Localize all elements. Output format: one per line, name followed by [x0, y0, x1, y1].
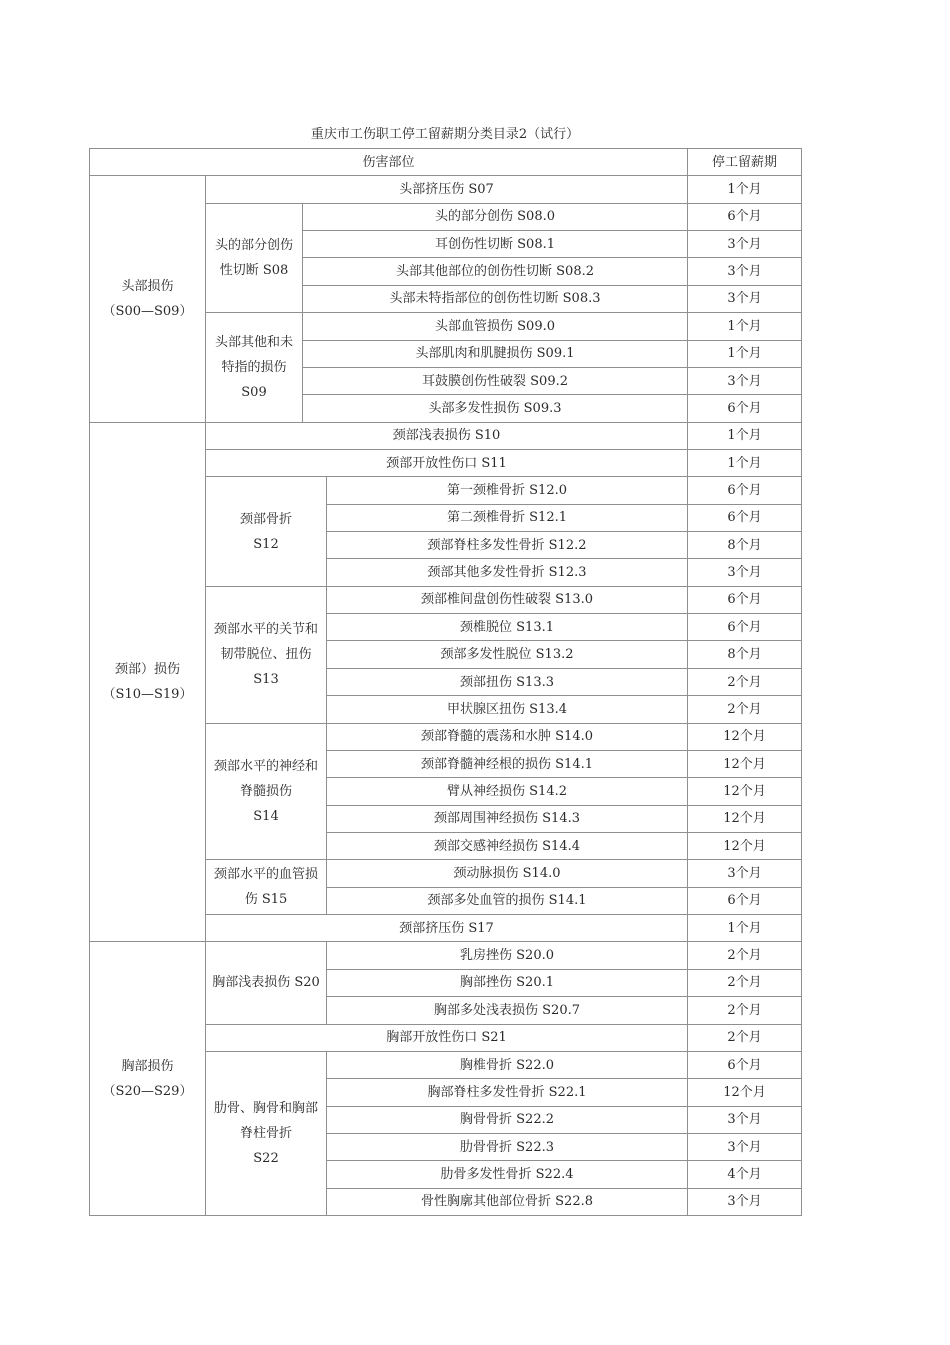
- subgroup-s20: 胸部浅表损伤 S20: [206, 942, 327, 1024]
- group-head-injury: 头部损伤 （S00—S09）: [90, 176, 206, 422]
- leave-period: 12个月: [688, 832, 802, 859]
- subgroup-s15: 颈部水平的血管损 伤 S15: [206, 860, 327, 915]
- injury-item: 头部其他部位的创伤性切断 S08.2: [303, 258, 688, 285]
- leave-period: 1个月: [688, 449, 802, 476]
- injury-item: 颈部开放性伤口 S11: [206, 449, 688, 476]
- table-row: [90, 422, 802, 449]
- leave-period: 6个月: [688, 614, 802, 641]
- injury-item: 头的部分创伤 S08.0: [303, 203, 688, 230]
- leave-period: 1个月: [688, 915, 802, 942]
- injury-item: 颈椎脱位 S13.1: [327, 614, 688, 641]
- leave-period: 6个月: [688, 395, 802, 422]
- leave-period: 12个月: [688, 723, 802, 750]
- injury-item: 骨性胸廓其他部位骨折 S22.8: [327, 1188, 688, 1215]
- injury-item: 颈部交感神经损伤 S14.4: [327, 832, 688, 859]
- injury-item: 胸部脊柱多发性骨折 S22.1: [327, 1079, 688, 1106]
- injury-item: 头部多发性损伤 S09.3: [303, 395, 688, 422]
- injury-item: 胸椎骨折 S22.0: [327, 1051, 688, 1078]
- group-chest-injury: 胸部损伤 （S20—S29）: [90, 942, 206, 1216]
- leave-period: 2个月: [688, 942, 802, 969]
- subgroup-s14: 颈部水平的神经和 脊髓损伤 S14: [206, 723, 327, 860]
- leave-period: 2个月: [688, 969, 802, 996]
- injury-item: 胸部多处浅表损伤 S20.7: [327, 997, 688, 1024]
- subgroup-s13: 颈部水平的关节和 韧带脱位、扭伤 S13: [206, 586, 327, 723]
- leave-period: 6个月: [688, 1051, 802, 1078]
- leave-period: 3个月: [688, 860, 802, 887]
- leave-period: 3个月: [688, 231, 802, 258]
- header-leave-period: 停工留薪期: [688, 149, 802, 176]
- injury-item: 颈部其他多发性骨折 S12.3: [327, 559, 688, 586]
- document-title: 重庆市工伤职工停工留薪期分类目录2（试行）: [310, 127, 580, 142]
- injury-item: 头部未特指部位的创伤性切断 S08.3: [303, 285, 688, 312]
- leave-period: 2个月: [688, 1024, 802, 1051]
- leave-period: 1个月: [688, 176, 802, 203]
- leave-period: 2个月: [688, 696, 802, 723]
- subgroup-s08: 头的部分创伤 性切断 S08: [206, 203, 303, 312]
- leave-period: 2个月: [688, 997, 802, 1024]
- leave-period: 3个月: [688, 559, 802, 586]
- injury-item: 肋骨多发性骨折 S22.4: [327, 1161, 688, 1188]
- leave-period: 12个月: [688, 778, 802, 805]
- injury-item: 颈部脊髓的震荡和水肿 S14.0: [327, 723, 688, 750]
- leave-period: 3个月: [688, 258, 802, 285]
- leave-period: 8个月: [688, 641, 802, 668]
- injury-item: 颈部脊柱多发性骨折 S12.2: [327, 532, 688, 559]
- subgroup-s12: 颈部骨折 S12: [206, 477, 327, 586]
- leave-period: 3个月: [688, 1106, 802, 1133]
- injury-item: 颈部多发性脱位 S13.2: [327, 641, 688, 668]
- leave-period: 3个月: [688, 1188, 802, 1215]
- leave-period: 4个月: [688, 1161, 802, 1188]
- injury-item: 颈部扭伤 S13.3: [327, 668, 688, 695]
- injury-item: 肋骨骨折 S22.3: [327, 1133, 688, 1160]
- injury-item: 第二颈椎骨折 S12.1: [327, 504, 688, 531]
- header-row: [90, 149, 802, 176]
- leave-period: 2个月: [688, 668, 802, 695]
- injury-item: 第一颈椎骨折 S12.0: [327, 477, 688, 504]
- injury-item: 臂从神经损伤 S14.2: [327, 778, 688, 805]
- injury-item: 头部肌肉和肌腱损伤 S09.1: [303, 340, 688, 367]
- leave-period: 1个月: [688, 313, 802, 340]
- leave-period: 6个月: [688, 504, 802, 531]
- injury-item: 耳鼓膜创伤性破裂 S09.2: [303, 367, 688, 394]
- injury-item: 胸部挫伤 S20.1: [327, 969, 688, 996]
- injury-item: 胸部开放性伤口 S21: [206, 1024, 688, 1051]
- leave-period: 6个月: [688, 586, 802, 613]
- injury-item: 颈部周围神经损伤 S14.3: [327, 805, 688, 832]
- leave-period: 8个月: [688, 532, 802, 559]
- injury-item: 甲状腺区扭伤 S13.4: [327, 696, 688, 723]
- injury-item: 头部挤压伤 S07: [206, 176, 688, 203]
- injury-item: 颈部多处血管的损伤 S14.1: [327, 887, 688, 914]
- leave-period: 12个月: [688, 1079, 802, 1106]
- leave-period: 3个月: [688, 285, 802, 312]
- subgroup-s22: 肋骨、胸骨和胸部 脊柱骨折 S22: [206, 1051, 327, 1215]
- injury-item: 胸骨骨折 S22.2: [327, 1106, 688, 1133]
- group-neck-injury: 颈部）损伤 （S10—S19）: [90, 422, 206, 942]
- leave-period: 3个月: [688, 1133, 802, 1160]
- table-row: [90, 176, 802, 203]
- injury-item: 颈部椎间盘创伤性破裂 S13.0: [327, 586, 688, 613]
- leave-period: 12个月: [688, 805, 802, 832]
- header-injury-part: 伤害部位: [90, 149, 688, 176]
- injury-item: 耳创伤性切断 S08.1: [303, 231, 688, 258]
- salary-period-table: [89, 148, 802, 1216]
- leave-period: 1个月: [688, 340, 802, 367]
- leave-period: 3个月: [688, 367, 802, 394]
- subgroup-s09: 头部其他和未 特指的损伤 S09: [206, 313, 303, 422]
- injury-item: 颈动脉损伤 S14.0: [327, 860, 688, 887]
- leave-period: 6个月: [688, 477, 802, 504]
- injury-item: 乳房挫伤 S20.0: [327, 942, 688, 969]
- leave-period: 1个月: [688, 422, 802, 449]
- injury-item: 颈部挤压伤 S17: [206, 915, 688, 942]
- leave-period: 6个月: [688, 887, 802, 914]
- injury-item: 颈部浅表损伤 S10: [206, 422, 688, 449]
- table-row: [90, 942, 802, 969]
- injury-item: 头部血管损伤 S09.0: [303, 313, 688, 340]
- injury-item: 颈部脊髓神经根的损伤 S14.1: [327, 750, 688, 777]
- leave-period: 12个月: [688, 750, 802, 777]
- leave-period: 6个月: [688, 203, 802, 230]
